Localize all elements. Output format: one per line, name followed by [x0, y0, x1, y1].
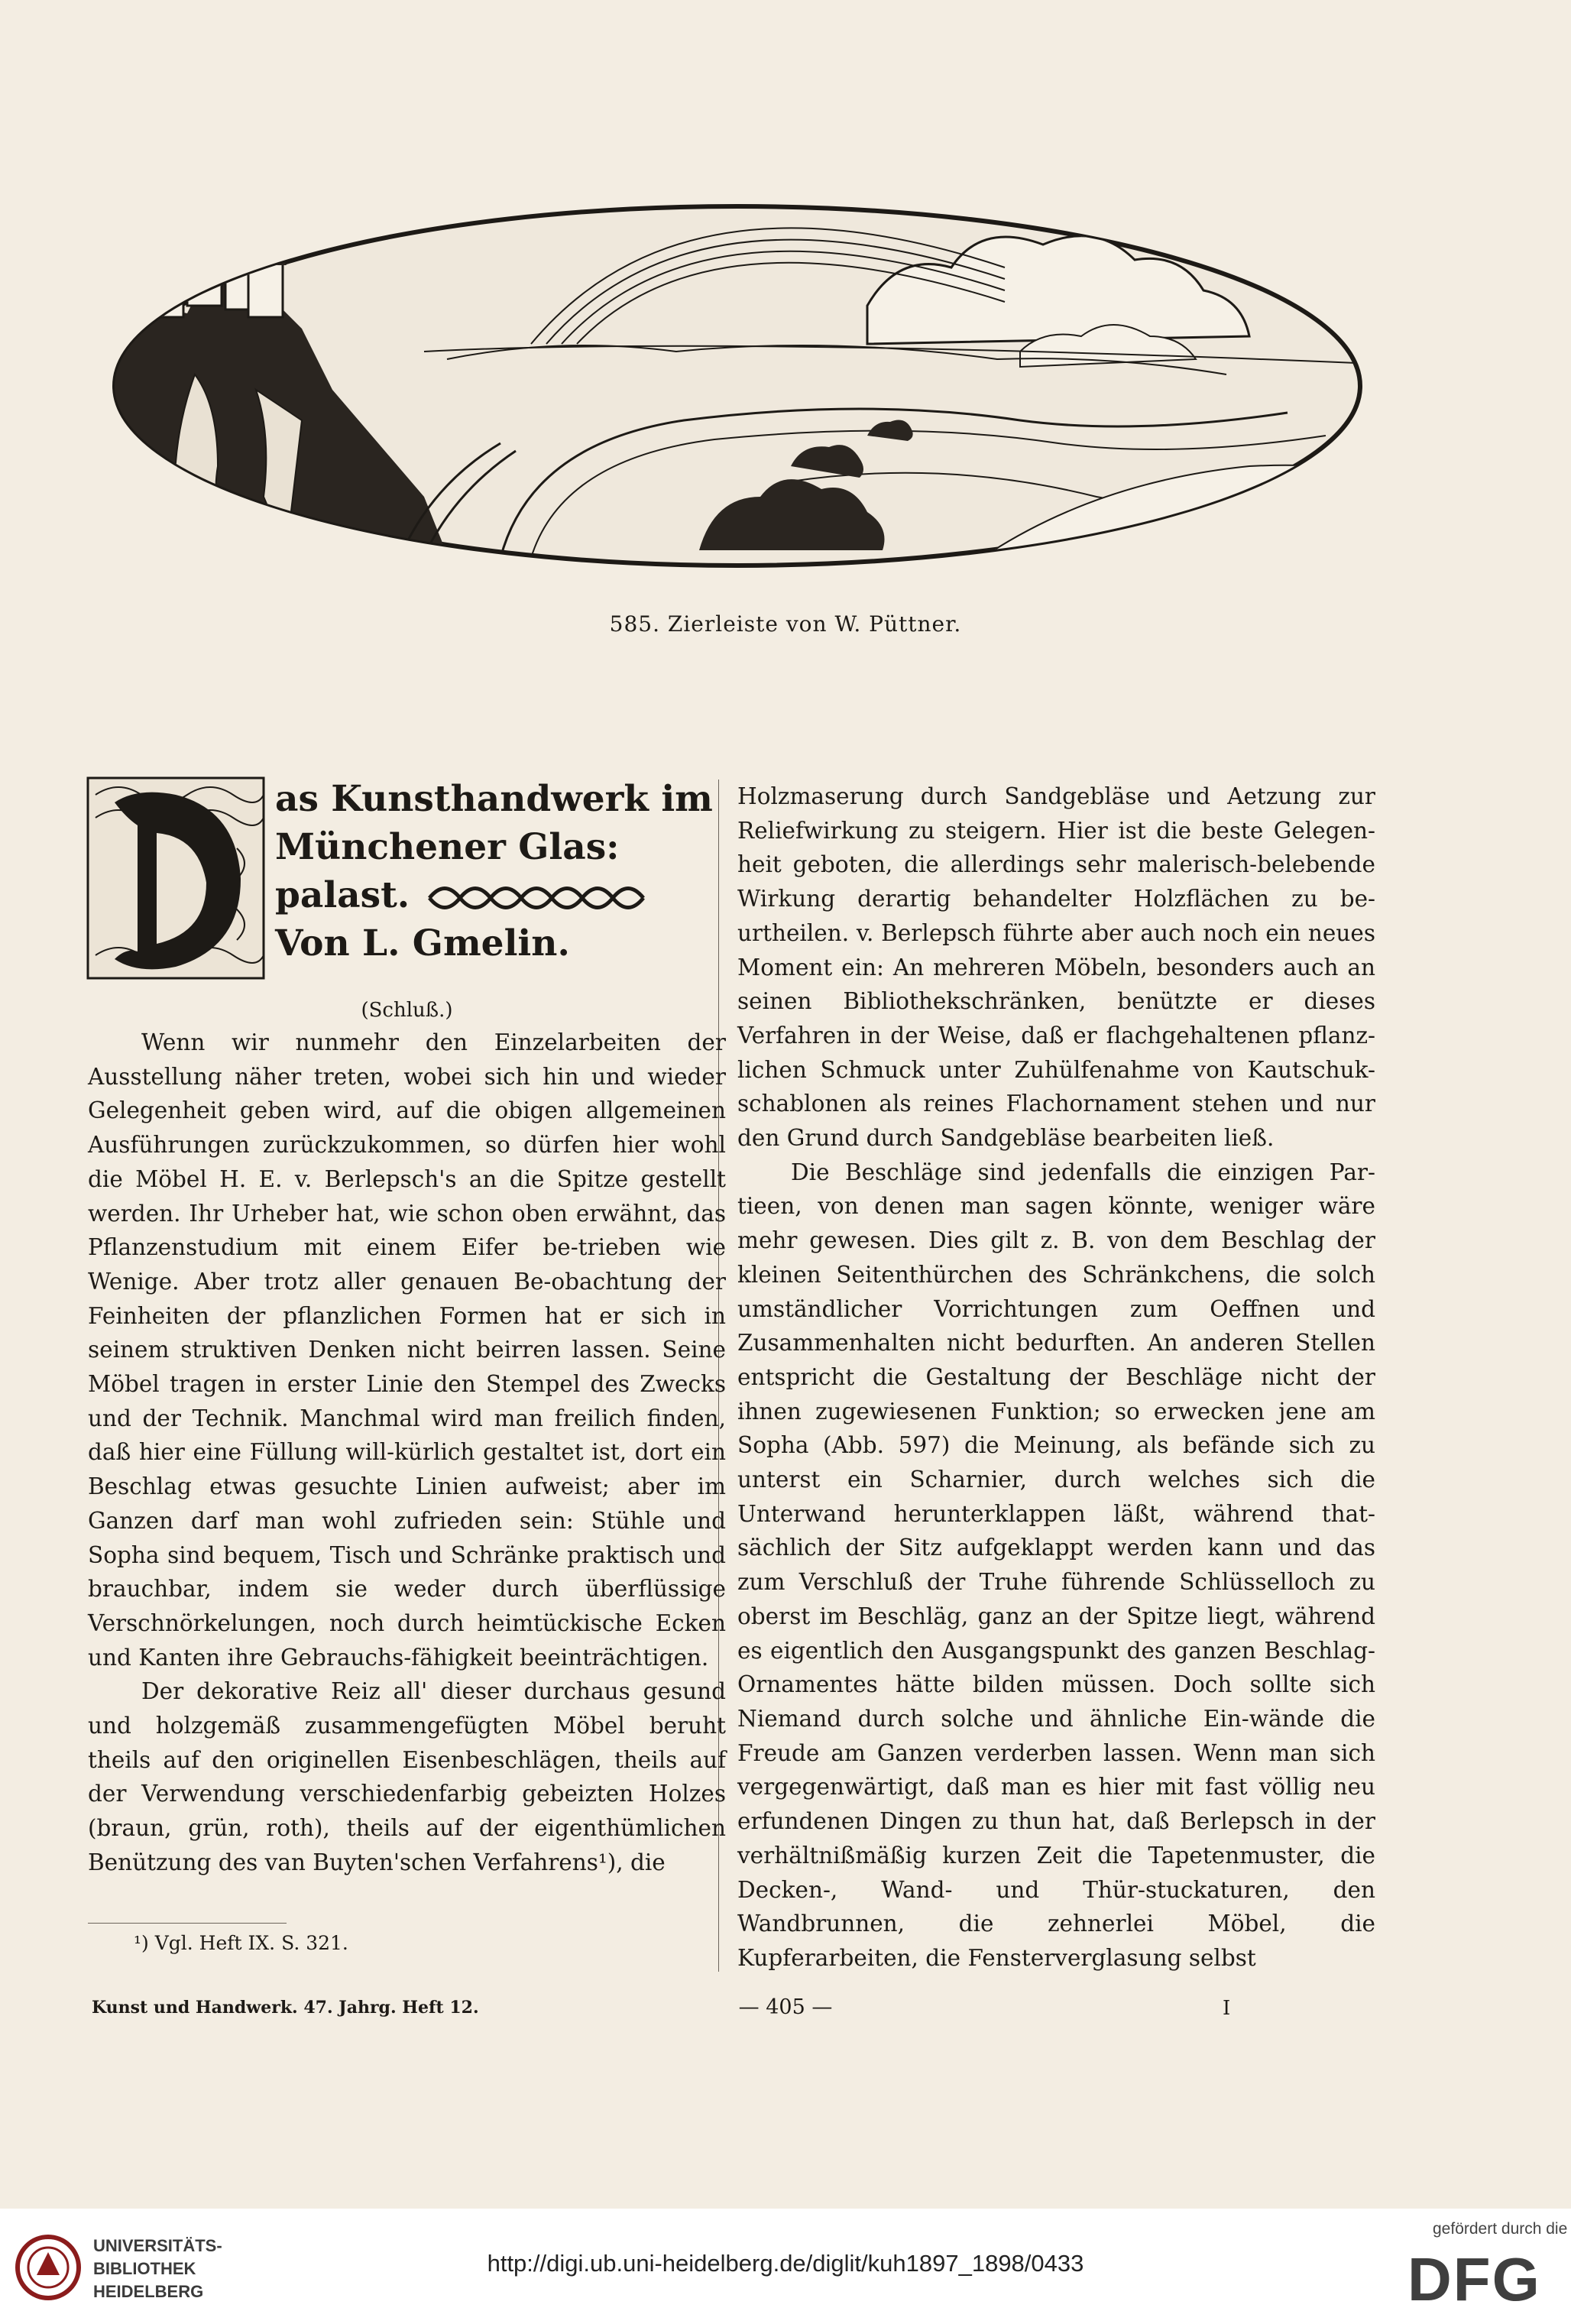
right-column — [737, 780, 1375, 1976]
title-line-4: Von L. Gmelin. — [275, 922, 570, 964]
article-title-block — [88, 780, 726, 993]
right-paragraph-2: Die Beschläge sind jedenfalls die einzigen Par-tieen, von denen man sagen könnte, weniger wäre mehr gewesen. Dies gilt z. B. von dem Beschlag der kleinen Seitenthürchen des Schränkchens, die solch umständlicher Vorrichtungen zum Oeffnen und Zusammenhalten nicht bedurften. An anderen Stellen entspricht die Gestaltung der Beschläge nicht der ihnen zugewiesenen Funktion; so erwecken jene am Sopha (Abb. 597) die Meinung, als befände sich zu unterst ein Scharnier, durch welches sich die Unterwand herunterklappen läßt, während that-sächlich der Sitz aufgeklappt werden kann und das zum Verschluß der Truhe führende Schlüsselloch zu oberst im Beschläg, ganz an der Spitze liegt, während es eigentlich den Ausgangspunkt des ganzen Beschlag-Ornamentes hätte bilden müssen. Doch sollte sich Niemand durch solche und ähnliche Ein-wände die Freude am Ganzen verderben lassen. Wenn man sich vergegenwärtigt, daß man es hier mit fast völlig neu erfundenen Dingen zu thun hat, daß Berlepsch in der verhältnißmäßig kurzen Zeit die Tapetenmuster, die Decken-, Wand- und Thür-stuckaturen, den Wandbrunnen, die zehnerlei Möbel, die Kupferarbeiten, die Fensterverglasung selbst — [737, 1159, 1375, 1971]
left-column — [88, 780, 726, 1880]
signature-mark: I — [1223, 1997, 1231, 2020]
title-line-1: as Kunsthandwerk im — [275, 778, 713, 820]
right-paragraph-1: Holzmaserung durch Sandgebläse und Aetzung zur Reliefwirkung zu steigern. Hier ist die beste Gelegen-heit geboten, die allerdings sehr malerisch-belebende Wirkung derartig behandelter Holzflächen zu be-urtheilen. v. Berlepsch führte aber auch noch ein neues Moment ein: An mehreren Möbeln, besonders auch an seinen Bibliothekschränken, benützte er dieses Verfahren in der Weise, daß er flachgehaltenen pflanz-lichen Schmuck unter Zuhülfenahme von Kautschuk-schablonen als reines Flachornament stehen und nur den Grund durch Sandgebläse bearbeiten ließ. — [737, 783, 1375, 1152]
footnote-rule — [88, 1923, 287, 1924]
title-line-2: Münchener Glas: — [275, 826, 620, 868]
library-line-2: BIBLIOTHEK — [93, 2259, 196, 2278]
ornamental-landscape-illustration — [103, 191, 1372, 573]
library-line-3: HEIDELBERG — [93, 2282, 204, 2301]
permalink-url[interactable]: http://digi.ub.uni-heidelberg.de/diglit/kuh1897_1898/0433 — [487, 2250, 1084, 2277]
journal-footer: Kunst und Handwerk. 47. Jahrg. Heft 12. — [92, 1998, 479, 2018]
article-title — [275, 775, 734, 968]
figure-caption: 585. Zierleiste von W. Püttner. — [609, 611, 962, 637]
footnote: ¹) Vgl. Heft IX. S. 321. — [134, 1932, 348, 1954]
continuation-note: (Schluß.) — [361, 999, 453, 1022]
left-paragraph-2: Der dekorative Reiz all' dieser durchaus gesund und holzgemäß zusammengefügten Möbel beruht theils auf den originellen Eisenbeschlägen, theils auf der Verwendung verschiedenfarbig gebeizten Holzes (braun, grün, roth), theils auf der eigenthümlichen Benützung des van Buyten'schen Verfahrens¹), die — [88, 1678, 726, 1875]
dfg-logo: DFG — [1407, 2245, 1541, 2313]
page-number: — 405 — — [738, 1995, 833, 2019]
ornament-icon — [422, 883, 651, 913]
left-paragraph-1: Wenn wir nunmehr den Einzelarbeiten der Ausstellung näher treten, wobei sich hin und wieder Gelegenheit geben wird, auf die obigen allgemeinen Ausführungen zurückzukommen, so dürfen hier wohl die Möbel H. E. v. Berlepsch's an die Spitze gestellt werden. Ihr Urheber hat, wie schon oben erwähnt, das Pflanzenstudium mit einem Eifer be-trieben wie Wenige. Aber trotz aller genauen Be-obachtung der Feinheiten der pflanzlichen Formen hat er sich in seinem struktiven Denken nicht beirren lassen. Seine Möbel tragen in erster Linie den Stempel des Zwecks und der Technik. Manchmal wird man freilich finden, daß hier eine Füllung will-kürlich gestaltet ist, dort ein Beschlag etwas gesuchte Linien aufweist; aber im Ganzen darf man wohl zufrieden sein: Stühle und Sopha sind bequem, Tisch und Schränke praktisch und brauchbar, indem sie weder durch überflüssige Verschnörkelungen, noch durch heimtückische Ecken und Kanten ihre Gebrauchs-fähigkeit beeinträchtigen. — [88, 1029, 726, 1671]
funding-note: gefördert durch die — [1433, 2220, 1568, 2238]
title-line-3: palast. — [275, 874, 410, 916]
library-line-1: UNIVERSITÄTS- — [93, 2236, 222, 2255]
decorated-initial-d — [84, 772, 267, 986]
